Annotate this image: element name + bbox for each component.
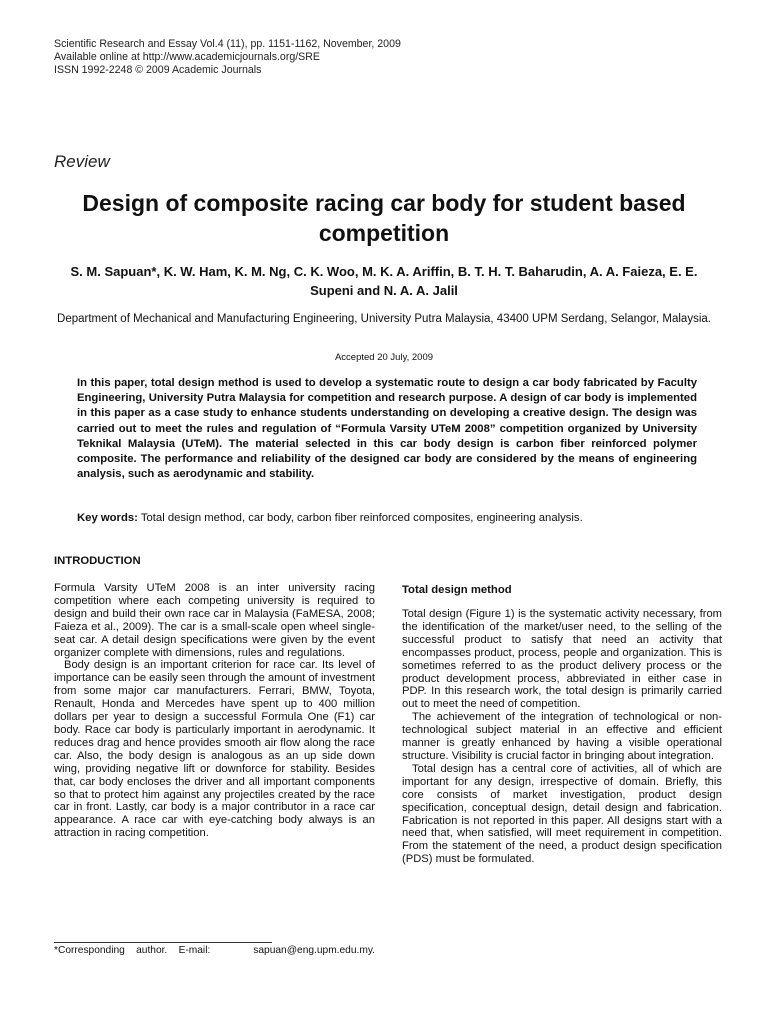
introduction-paragraph-1: Formula Varsity UTeM 2008 is an inter university racing competition where each competing university is required to design and build their own race car in Malaysia (FaMESA, 2008; Faieza et al., 2009). The car is a small-scale open wheel single-seat car. A detail design specifications were given by the event organizer complete with dimensions, rules and regulations. — [54, 582, 375, 659]
abstract: In this paper, total design method is used to develop a systematic route to design a car body fabricated by Faculty Engineering, University Putra Malaysia for competition and research purpose. A design of car body is implemented in this paper as a case study to enhance students understanding on developing a creative design. The design was carried out to meet the rules and regulation of “Formula Varsity UTeM 2008” competition organized by University Teknikal Malaysia (UTeM). The material selected in this car body design is carbon fiber reinforced polymer composite. The performance and reliability of the designed car body are considered by the means of engineering analysis, such as aerodynamic and stability. — [77, 377, 697, 481]
affiliation: Department of Mechanical and Manufacturing Engineering, University Putra Malaysia, 43400 UPM Serdang, Selangor, Malaysia. — [57, 313, 711, 325]
author-email[interactable]: sapuan@eng.upm.edu.my. — [253, 945, 375, 956]
footnote-divider — [54, 942, 272, 943]
introduction-heading: INTRODUCTION — [54, 555, 141, 567]
keywords-label: Key words: — [77, 512, 138, 524]
total-design-paragraph-2: The achievement of the integration of technological or non-technological subject material in an effective and efficient manner is greatly enhanced by having a visible operational structure. Visibility is crucial factor in bringing about integration. — [402, 711, 722, 762]
author-list: S. M. Sapuan*, K. W. Ham, K. M. Ng, C. K. Woo, M. K. A. Ariffin, B. T. H. T. Baharudin, A. A. Faieza, E. E. Supeni and N. A. A. Jalil — [70, 264, 698, 298]
total-design-paragraph-1: Total design (Figure 1) is the systematic activity necessary, from the identification of the market/user need, to the selling of the successful product to satisfy that need an activity that encompasses product, process, people and organization. This is sometimes referred to as the product delivery process or the product development process, abbreviated in either case in PDP. In this research work, the total design is primarily carried out to meet the need of competition. — [402, 608, 722, 711]
keywords — [77, 511, 707, 526]
journal-citation: Scientific Research and Essay Vol.4 (11), pp. 1151-1162, November, 2009 — [54, 38, 401, 50]
left-column — [54, 555, 375, 840]
article-type: Review — [54, 152, 110, 171]
journal-header — [54, 38, 401, 77]
right-column — [402, 584, 722, 866]
corresponding-author-footnote — [54, 945, 375, 956]
accepted-date: Accepted 20 July, 2009 — [334, 352, 434, 363]
introduction-paragraph-2: Body design is an important criterion for race car. Its level of importance can be easily seen through the amount of investment from some major car manufacturers. Ferrari, BMW, Toyota, Renault, Honda and Mercedes have spent up to 400 million dollars per year to design a successful Formula One (F1) car body. Race car body is particularly important in aerodynamic. It reduces drag and hence provides smooth air flow along the race car. Also, the body design is analogous as an up side down wing, providing negative lift or downforce for stability. Besides that, car body encloses the driver and all important components so that to protect him against any projectiles created by the race car in front. Lastly, car body is a major contributor in a race car appearance. A race car with eye-catching body always is an attraction in racing competition. — [54, 659, 375, 840]
paper-title: Design of composite racing car body for student based competition — [82, 190, 686, 246]
keywords-text: Total design method, car body, carbon fiber reinforced composites, engineering analysis. — [140, 512, 583, 524]
journal-issn: ISSN 1992-2248 © 2009 Academic Journals — [54, 64, 262, 76]
journal-url: Available online at http://www.academicjournals.org/SRE — [54, 51, 320, 63]
total-design-heading: Total design method — [402, 584, 512, 596]
total-design-paragraph-3: Total design has a central core of activities, all of which are important for any design, irrespective of domain. Briefly, this core consists of market investigation, product design specification, conceptual design, detail design and fabrication. Fabrication is not reported in this paper. All designs start with a need that, when satisfied, will meet requirement in competition. From the statement of the need, a product design specification (PDS) must be formulated. — [402, 762, 722, 866]
footnote-label: *Corresponding author. E-mail: — [54, 945, 211, 956]
